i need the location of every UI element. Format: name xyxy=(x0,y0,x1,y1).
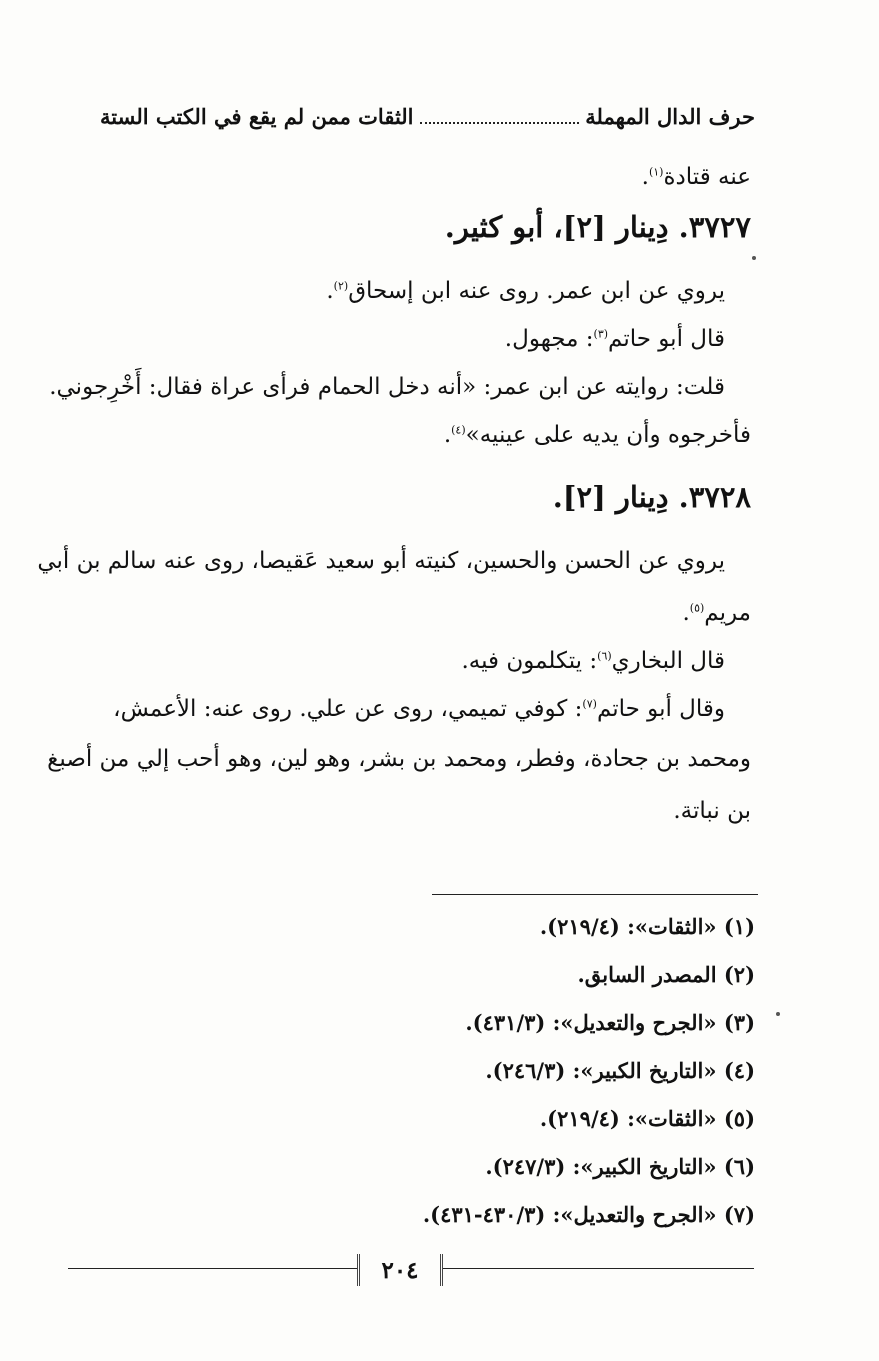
entry-line: يروي عن ابن عمر. روى عنه ابن إسحاق$^{(٢)}$. xyxy=(326,278,725,304)
footnote-item: (١) «الثقات»: (٢١٩/٤). xyxy=(539,914,755,939)
footnote-ref: (٦) xyxy=(597,649,612,663)
header-chapter: حرف الدال المهملة xyxy=(585,103,755,129)
footnote-ref: (٤) xyxy=(451,423,466,437)
footnote-item: (٧) «الجرح والتعديل»: (٤٣٠/٣-٤٣١). xyxy=(422,1202,755,1227)
footnote-ref: (٣) xyxy=(593,327,609,341)
entry-line: بن نباتة. xyxy=(673,798,751,824)
footnote-item: (٣) «الجرح والتعديل»: (٤٣١/٣). xyxy=(465,1010,755,1035)
entry-line: مريم$^{(٥)}$. xyxy=(682,600,751,626)
page-number-box xyxy=(357,1254,443,1286)
entry-line: ومحمد بن جحادة، وفطر، ومحمد بن بشر، وهو لين، وهو أحب إلي من أصبغ xyxy=(47,746,751,772)
running-header xyxy=(100,98,755,134)
header-dot-leader xyxy=(420,108,580,124)
entry-line: وقال أبو حاتم$^{(٧)}$: كوفي تميمي، روى عن علي. روى عنه: الأعمش، xyxy=(113,696,725,722)
footnote-ref: (١) xyxy=(648,165,664,179)
entry-line: قلت: روايته عن ابن عمر: «أنه دخل الحمام فرأى عراة فقال: أَخْرِجوني. xyxy=(49,374,725,400)
continuation-line: عنه قتادة$^{(١)}$. xyxy=(641,164,751,190)
header-book-title: الثقات ممن لم يقع في الكتب الستة xyxy=(100,103,414,129)
entry-line: يروي عن الحسن والحسين، كنيته أبو سعيد عَقيصا، روى عنه سالم بن أبي xyxy=(37,548,725,574)
footnote-ref: (٧) xyxy=(582,697,597,711)
page-number: ٢٠٤ xyxy=(381,1256,419,1284)
entry-title: ٣٧٢٧. دِينار [٢]، أبو كثير. xyxy=(444,210,751,244)
entry-title: ٣٧٢٨. دِينار [٢]. xyxy=(552,480,751,514)
footnote-item: (٥) «الثقات»: (٢١٩/٤). xyxy=(539,1106,755,1131)
footnote-ref: (٢) xyxy=(333,279,349,293)
footnote-item: (٢) المصدر السابق. xyxy=(577,962,755,987)
footnote-separator xyxy=(432,894,758,895)
footnote-item: (٤) «التاريخ الكبير»: (٢٤٦/٣). xyxy=(485,1058,755,1083)
scan-speck xyxy=(776,1012,780,1016)
entry-line: قال أبو حاتم$^{(٣)}$: مجهول. xyxy=(504,326,725,352)
entry-line: قال البخاري$^{(٦)}$: يتكلمون فيه. xyxy=(461,648,725,674)
footnote-item: (٦) «التاريخ الكبير»: (٢٤٧/٣). xyxy=(485,1154,755,1179)
footnote-ref: (٥) xyxy=(689,601,705,615)
scan-speck xyxy=(752,256,756,260)
entry-line: فأخرجوه وأن يديه على عينيه»$^{(٤)}$. xyxy=(443,422,751,448)
